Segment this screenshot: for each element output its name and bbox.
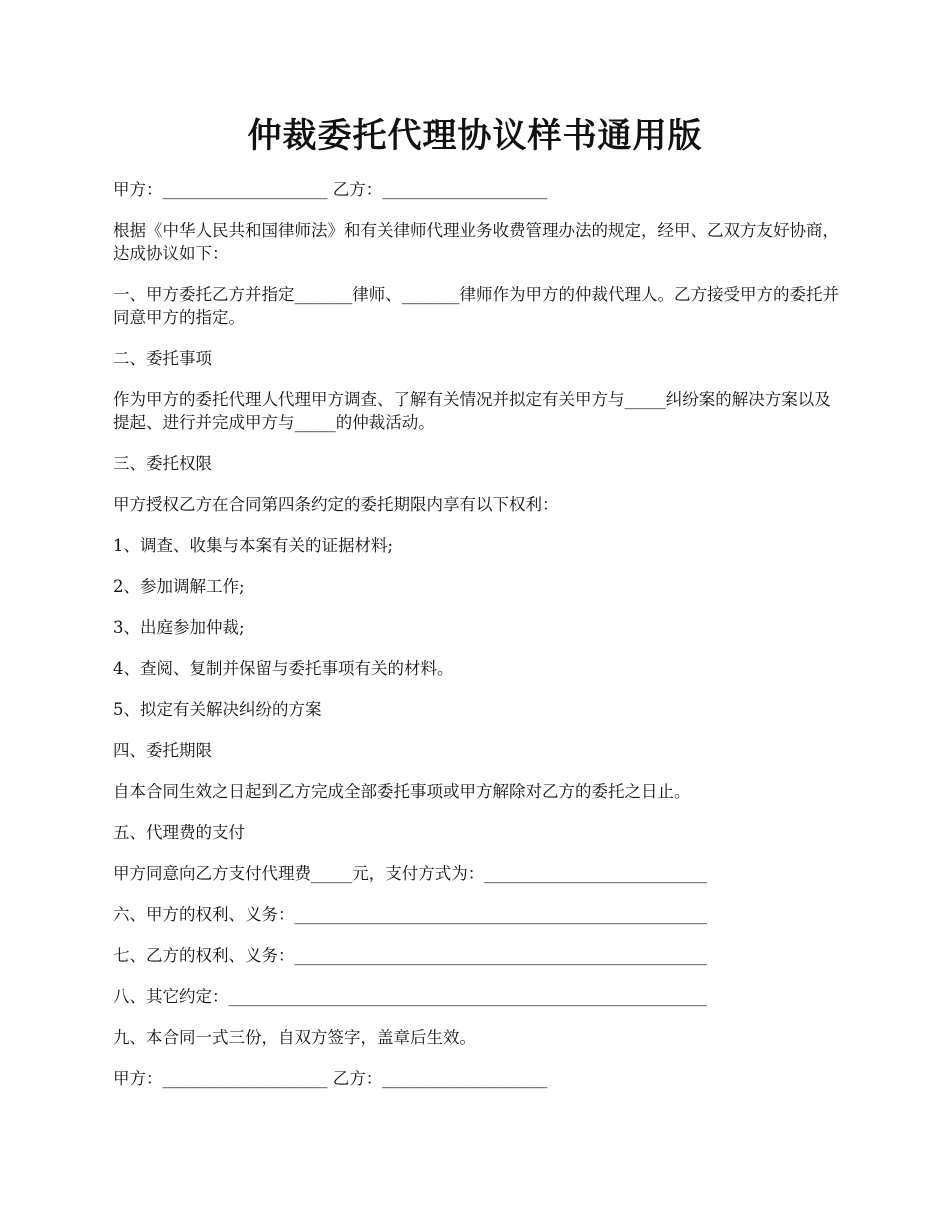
- entrusted-matters-paragraph: 作为甲方的委托代理人代理甲方调查、了解有关情况并拟定有关甲方与_____纠纷案的解决方案以及提起、进行并完成甲方与_____的仲裁活动。: [113, 390, 831, 432]
- section-heading-entrusted-matters: 二、委托事项: [113, 349, 212, 368]
- document-body: [113, 178, 843, 1108]
- clause-1-paragraph: 一、甲方委托乙方并指定_______律师、_______律师作为甲方的仲裁代理人。乙方接受甲方的委托并同意甲方的指定。: [113, 285, 839, 327]
- document-title: 仲裁委托代理协议样书通用版: [247, 116, 703, 156]
- authority-item-4: 4、查阅、复制并保留与委托事项有关的材料。: [113, 659, 454, 678]
- party-b-rights-line: 七、乙方的权利、义务：__________________________________________________: [113, 946, 707, 965]
- preamble-paragraph: 根据《中华人民共和国律师法》和有关律师代理业务收费管理办法的规定，经甲、乙双方友好协商，达成协议如下：: [113, 221, 839, 263]
- party-signature-line-bottom: 甲方：____________________ 乙方：____________________: [113, 1069, 548, 1088]
- authority-intro-paragraph: 甲方授权乙方在合同第四条约定的委托期限内享有以下权利：: [113, 495, 559, 514]
- party-a-rights-line: 六、甲方的权利、义务：__________________________________________________: [113, 905, 707, 924]
- section-heading-term: 四、委托期限: [113, 741, 212, 760]
- section-heading-authority: 三、委托权限: [113, 454, 212, 473]
- authority-item-1: 1、调查、收集与本案有关的证据材料;: [113, 536, 394, 555]
- authority-item-3: 3、出庭参加仲裁;: [113, 618, 245, 637]
- party-signature-line-top: 甲方：____________________ 乙方：____________________: [113, 180, 548, 199]
- section-heading-fee-payment: 五、代理费的支付: [113, 823, 245, 842]
- term-paragraph: 自本合同生效之日起到乙方完成全部委托事项或甲方解除对乙方的委托之日止。: [113, 782, 691, 801]
- other-agreements-line: 八、其它约定：__________________________________________________________: [113, 987, 707, 1006]
- effectiveness-paragraph: 九、本合同一式三份，自双方签字，盖章后生效。: [113, 1028, 476, 1047]
- authority-item-5: 5、拟定有关解决纠纷的方案: [113, 700, 322, 719]
- authority-item-2: 2、参加调解工作;: [113, 577, 245, 596]
- fee-payment-paragraph: 甲方同意向乙方支付代理费_____元，支付方式为：___________________________: [113, 864, 707, 883]
